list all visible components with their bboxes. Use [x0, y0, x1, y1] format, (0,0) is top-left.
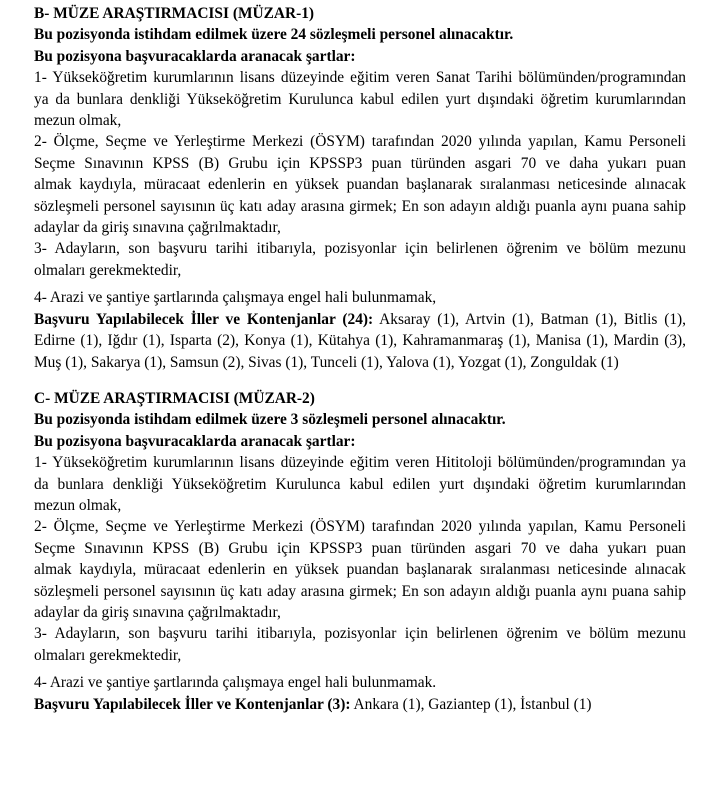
- section-muzar-1: [34, 3, 686, 373]
- condition-line: Seçme Sınavının KPSS (B) Grubu için KPSSP3 puan türünden asgari 70 ve daha yukarı puan: [34, 539, 686, 557]
- condition-line: 2- Ölçme, Seçme ve Yerleştirme Merkezi (ÖSYM) tarafından 2020 yılında yapılan, Kamu Personeli: [34, 518, 686, 536]
- condition-4: 4- Arazi ve şantiye şartlarında çalışmaya engel hali bulunmamak.: [34, 674, 437, 692]
- condition-line: mezun olmak,: [34, 112, 122, 130]
- document-page: [34, 0, 686, 715]
- condition-line: da bunlara denkliği Yükseköğretim Kurulunca kabul edilen yurt dışındaki öğretim kurumlarından: [34, 475, 686, 493]
- provinces-line: [34, 309, 686, 330]
- condition-2: [34, 516, 686, 623]
- provinces-line: [34, 694, 686, 715]
- conditions-title: Bu pozisyona başvuracaklarda aranacak şartlar:: [34, 47, 356, 65]
- provinces-line: Muş (1), Sakarya (1), Samsun (2), Sivas (1), Tunceli (1), Yalova (1), Yozgat (1), Zonguldak (1): [34, 353, 619, 371]
- condition-line: almak kaydıyla, müracaat edenlerin en yüksek puandan başlanarak sıralanması neticesinde alınacak: [34, 561, 686, 579]
- provinces-line: Edirne (1), Iğdır (1), Isparta (2), Konya (1), Kütahya (1), Kahramanmaraş (1), Manisa (1), Mardin (3),: [34, 332, 686, 350]
- condition-line: almak kaydıyla, müracaat edenlerin en yüksek puandan başlanarak sıralanması neticesinde alınacak: [34, 176, 686, 194]
- condition-4: 4- Arazi ve şantiye şartlarında çalışmaya engel hali bulunmamak,: [34, 289, 437, 307]
- condition-2: [34, 131, 686, 238]
- condition-1: [34, 67, 686, 131]
- condition-line: 2- Ölçme, Seçme ve Yerleştirme Merkezi (ÖSYM) tarafından 2020 yılında yapılan, Kamu Personeli: [34, 133, 686, 151]
- condition-line: adaylar da giriş sınavına çağrılmaktadır,: [34, 219, 281, 237]
- condition-line: adaylar da giriş sınavına çağrılmaktadır,: [34, 603, 281, 621]
- provinces-list: Aksaray (1), Artvin (1), Batman (1), Bitlis (1),: [373, 310, 687, 328]
- section-heading: B- MÜZE ARAŞTIRMACISI (MÜZAR-1): [34, 5, 315, 22]
- provinces-block: [34, 694, 686, 715]
- section-intro: Bu pozisyonda istihdam edilmek üzere 24 sözleşmeli personel alınacaktır.: [34, 26, 514, 44]
- section-intro: Bu pozisyonda istihdam edilmek üzere 3 sözleşmeli personel alınacaktır.: [34, 411, 506, 429]
- condition-3: [34, 623, 686, 666]
- provinces-list: Ankara (1), Gaziantep (1), İstanbul (1): [350, 695, 592, 713]
- provinces-block: [34, 309, 686, 373]
- condition-1: [34, 452, 686, 516]
- section-heading: C- MÜZE ARAŞTIRMACISI (MÜZAR-2): [34, 389, 315, 407]
- provinces-label: Başvuru Yapılabilecek İller ve Kontenjanlar (24):: [34, 310, 374, 328]
- condition-line: mezun olmak,: [34, 496, 122, 514]
- condition-3: [34, 238, 686, 281]
- condition-line: 3- Adayların, son başvuru tarihi itibarıyla, pozisyonlar için belirlenen öğrenim ve bölüm mezunu: [34, 625, 686, 643]
- condition-line: olmaları gerekmektedir,: [34, 646, 182, 664]
- condition-line: Seçme Sınavının KPSS (B) Grubu için KPSSP3 puan türünden asgari 70 ve daha yukarı puan: [34, 154, 686, 172]
- condition-line: 1- Yükseköğretim kurumlarının lisans düzeyinde eğitim veren Sanat Tarihi bölümünden/programından: [34, 69, 686, 87]
- condition-line: olmaları gerekmektedir,: [34, 261, 182, 279]
- conditions-title: Bu pozisyona başvuracaklarda aranacak şartlar:: [34, 432, 356, 450]
- condition-line: ya da bunlara denkliği Yükseköğretim Kurulunca kabul edilen yurt dışındaki öğretim kurumlarından: [34, 90, 686, 108]
- section-muzar-2: [34, 388, 686, 715]
- condition-line: sözleşmeli personel sayısının üç katı aday arasına girmek; En son adayın aldığı puanla aynı puana sahip: [34, 197, 686, 215]
- condition-line: sözleşmeli personel sayısının üç katı aday arasına girmek; En son adayın aldığı puanla aynı puana sahip: [34, 582, 686, 600]
- provinces-label: Başvuru Yapılabilecek İller ve Kontenjanlar (3):: [34, 695, 351, 713]
- condition-line: 1- Yükseköğretim kurumlarının lisans düzeyinde eğitim veren Hititoloji bölümünden/programından ya: [34, 454, 686, 472]
- condition-line: 3- Adayların, son başvuru tarihi itibarıyla, pozisyonlar için belirlenen öğrenim ve bölüm mezunu: [34, 240, 686, 258]
